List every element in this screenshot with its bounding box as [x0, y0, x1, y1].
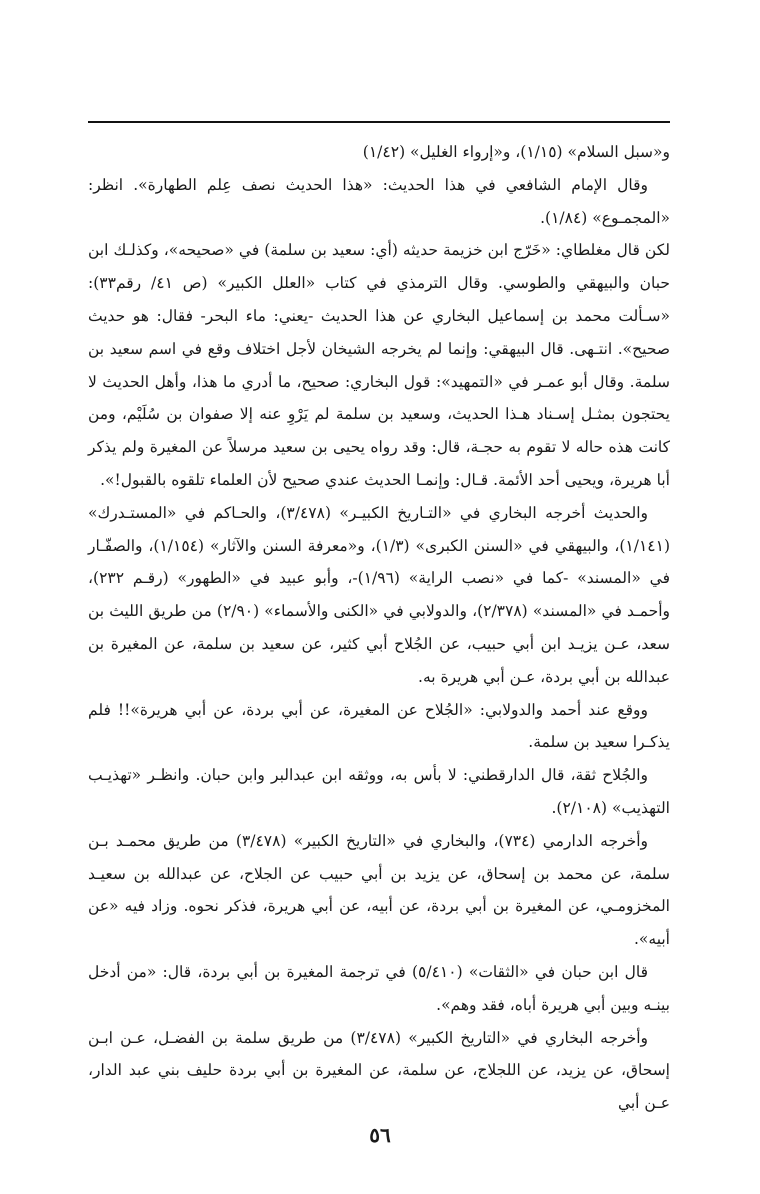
paragraph: قال ابن حبان في «الثقات» (٥/٤١٠) في ترجمة المغيرة بن أبي بردة، قال: «من أدخل بينـه وبين أبي هريرة أباه، فقد وهم». [88, 962, 670, 1014]
paragraph: وأخرجه الدارمي (٧٣٤)، والبخاري في «التاريخ الكبير» (٣/٤٧٨) من طريق محمـد بـن سلمة، عن محمد بن إسحاق، عن يزيد بن أبي حبيب عن الجلاح، عن عبدالله بن سعيـد المخزومـي، عن المغيرة بن أبي بردة، عن أبيه، عن أبي هريرة، فذكر نحوه. وزاد فيه «عن أبيه». [88, 831, 670, 949]
paragraph: و«سبل السلام» (١/١٥)، و«إرواء الغليل» (١/٤٢) [362, 143, 670, 161]
footnote-separator-rule [88, 121, 670, 123]
paragraph: والجُلاح ثقة، قال الدارقطني: لا بأس به، ووثقه ابن عبدالبر وابن حبان. وانظـر «تهذيـب التهذيب» (٢/١٠٨). [88, 766, 670, 817]
paragraph: ووقع عند أحمد والدولابي: «الجُلاح عن المغيرة، عن أبي بردة، عن أبي هريرة»!! فلم يذكـرا سعيد بن سلمة. [88, 700, 670, 752]
paragraph: لكن قال مغلطاي: «خَرّج ابن خزيمة حديثه (أي: سعيد بن سلمة) في «صحيحه»، وكذلـك ابن حبان والبيهقي والطوسي. وقال الترمذي في كتاب «العلل الكبير» (ص ٤١/ رقم٣٣): «سـألت محمد بن إسماعيل البخاري عن هذا الحديث -يعني: ماء البحر- فقال: هو حديث صحيح». انتـهى. قال البيهقي: وإنما لم يخرجه الشيخان لأجل اختلاف وقع في اسم سعيد بن سلمة. وقال أبو عمـر في «التمهيد»: قول البخاري: صحيح، ما أدري ما هذا، وأهل الحديث لا يحتجون بمثـل إسـناد هـذا الحديث، وسعيد بن سلمة لم يَرْوِ عنه إلا صفوان بن سُلَيْم، ومن كانت هذه حاله لا تقوم به حجـة، قال: وقد رواه يحيى بن سعيد مرسلاً عن المغيرة ولم يذكر أبا هريرة، ويحيى أحد الأئمة. قـال: وإنمـا الحديث عندي صحيح لأن العلماء تلقوه بالقبول!». [88, 241, 671, 489]
page-number: ٥٦ [369, 1123, 391, 1147]
paragraph: وأخرجه البخاري في «التاريخ الكبير» (٣/٤٧٨) من طريق سلمة بن الفضـل، عـن ابـن إسحاق، عن يزيد، عن اللجلاج، عن سلمة، عن المغيرة بن أبي بردة حليف بني عبد الدار، عـن أبي [88, 1028, 670, 1113]
paragraph: وقال الإمام الشافعي في هذا الحديث: «هذا الحديث نصف عِلم الطهارة». انظر: «المجمـوع» (١/٨٤). [88, 175, 670, 227]
paragraph: والحديث أخرجه البخاري في «التـاريخ الكبيـر» (٣/٤٧٨)، والحـاكم في «المستـدرك» (١/١٤١)، والبيهقي في «السنن الكبرى» (١/٣)، و«معرفة السنن والآثار» (١/١٥٤)، والصفّـار في «المسند» -كما في «نصب الراية» (١/٩٦)-، وأبو عبيد في «الطهور» (رقـم ٢٣٢)، وأحمـد في «المسند» (٢/٣٧٨)، والدولابي في «الكنى والأسماء» (٢/٩٠) من طريق الليث بن سعد، عـن يزيـد ابن أبي حبيب، عن الجُلاح أبي كثير، عن سعيد بن سلمة، عن المغيرة بن عبدالله بن أبي بردة، عـن أبي هريرة به. [88, 503, 670, 686]
footnote-text [88, 136, 670, 1120]
